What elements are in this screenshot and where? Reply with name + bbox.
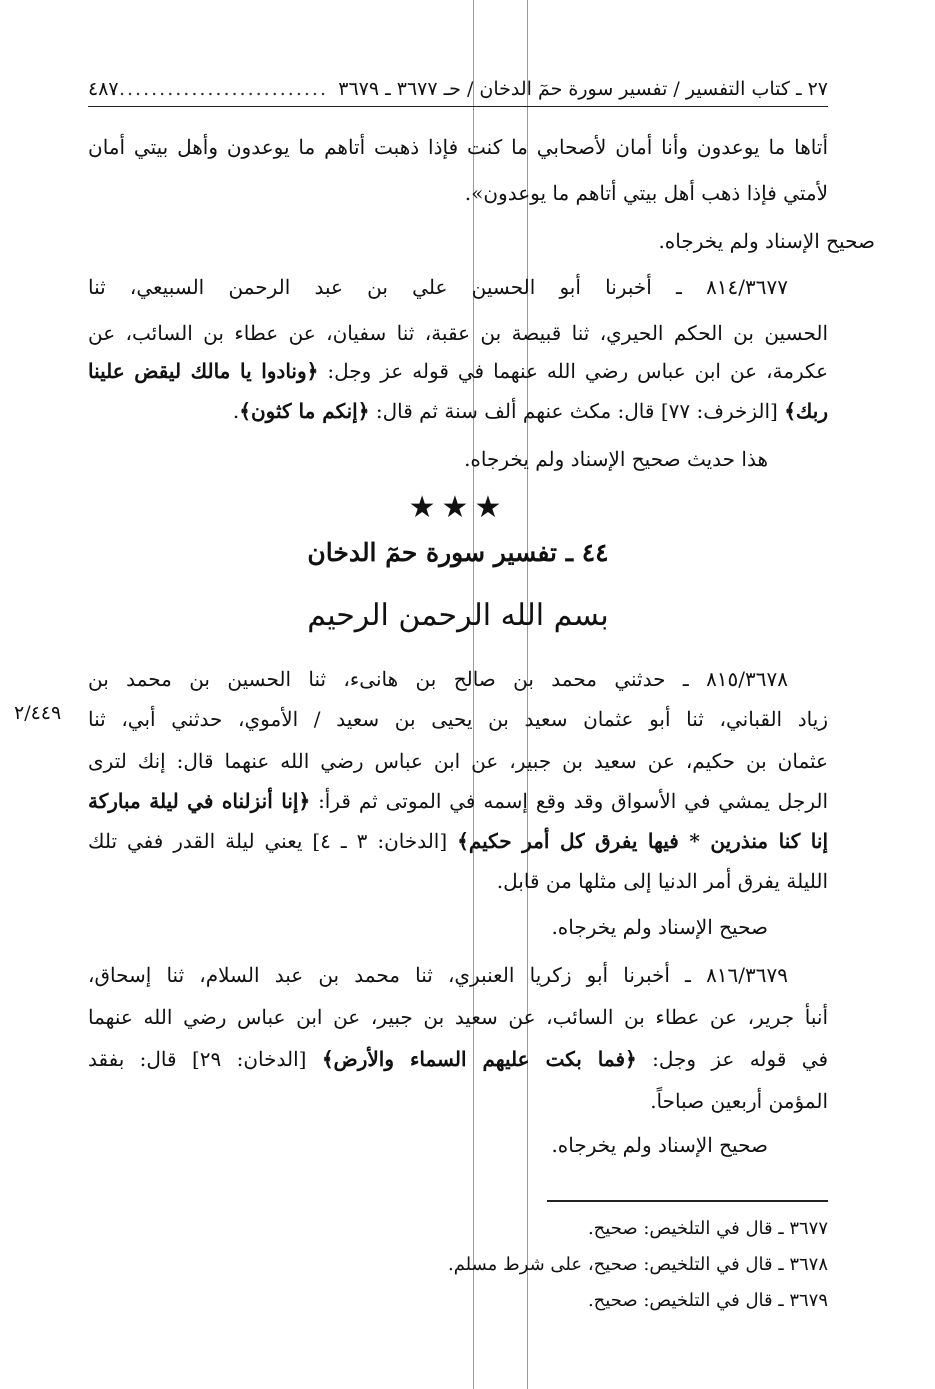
hadith-3679-line (88, 1044, 828, 1074)
quran-verse: إنا كنا منذرين * فيها يفرق كل أمر حكيم﴾ (457, 829, 829, 853)
verdict-line: هذا حديث صحيح الإسناد ولم يخرجاه. (464, 447, 768, 471)
text-span: الرجل يمشي في الأسواق وقد وقع إسمه في الموتى ثم قرأ: (310, 789, 829, 813)
hadith-3677-line (88, 356, 828, 386)
text-span: [الزخرف: ٧٧] قال: مكث عنهم ألف سنة ثم قال: (369, 399, 785, 423)
footnote: ٣٦٧٧ ـ قال في التلخيص: صحيح. (587, 1218, 828, 1239)
hadith-3678-line: زياد القباني، ثنا أبو عثمان سعيد بن يحيى بن سعيد / الأموي، حدثني أبي، ثنا (88, 707, 828, 731)
footnote: ٣٦٧٨ ـ قال في التلخيص: صحيح، على شرط مسلم. (447, 1254, 828, 1275)
section-divider-stars: ★★★ (408, 490, 508, 525)
hadith-3678-line: ٨١٥/٣٦٧٨ ـ حدثني محمد بن صالح بن هانىء، ثنا الحسين بن محمد بن (88, 667, 788, 691)
text-span: [الدخان: ٢٩] قال: بفقد (88, 1047, 322, 1071)
hadith-3679-line: المؤمن أربعين صباحاً. (650, 1089, 828, 1113)
footnote: ٣٦٧٩ ـ قال في التلخيص: صحيح. (587, 1290, 828, 1311)
text-line: أتاها ما يوعدون وأنا أمان لأصحابي ما كنت فإذا ذهبت أتاهم ما يوعدون وأهل بيتي أمان (88, 135, 828, 159)
text-span: في قوله عز وجل: (636, 1047, 828, 1071)
quran-verse: ﴿فما بكت عليهم السماء والأرض﴾ (321, 1047, 637, 1071)
scan-guide-line-left (473, 0, 474, 1389)
chapter-title: ٤٤ ـ تفسير سورة حمٓ الدخان (307, 538, 609, 567)
hadith-3677-line: الحسين بن الحكم الحيري، ثنا قبيصة بن عقبة، ثنا سفيان، عن عطاء بن السائب، عن (88, 321, 828, 345)
basmala: بسم الله الرحمن الرحيم (307, 598, 609, 633)
quran-verse: ربك﴾ (784, 399, 828, 423)
footnote-separator (547, 1200, 828, 1202)
hadith-3678-line: عثمان بن حكيم، عن سعيد بن جبير، عن ابن عباس رضي الله عنهما قال: إنك لترى (88, 749, 828, 773)
margin-volume-page-note: ٢/٤٤٩ (14, 702, 62, 724)
verdict-line: صحيح الإسناد ولم يخرجاه. (551, 1133, 768, 1157)
scan-guide-line-right (527, 0, 528, 1389)
text-span: عكرمة، عن ابن عباس رضي الله عنهما في قوله عز وجل: (318, 359, 829, 383)
text-span: [الدخان: ٣ ـ ٤] يعني ليلة القدر ففي تلك (88, 829, 458, 853)
page-number: ٤٨٧ (88, 78, 119, 100)
quran-verse: ﴿إنكم ما كثون﴾ (239, 399, 370, 423)
text-line: لأمتي فإذا ذهب أهل بيتي أتاهم ما يوعدون». (464, 181, 828, 205)
hadith-3679-line: ٨١٦/٣٦٧٩ ـ أخبرنا أبو زكريا العنبري، ثنا محمد بن عبد السلام، ثنا إسحاق، (88, 963, 788, 987)
hadith-3677-line: ٨١٤/٣٦٧٧ ـ أخبرنا أبو الحسين علي بن عبد الرحمن السبيعي، ثنا (88, 275, 788, 299)
hadith-3678-line (88, 826, 828, 856)
verdict-line: صحيح الإسناد ولم يخرجاه. (551, 915, 768, 939)
hadith-3679-line: أنبأ جرير، عن عطاء بن السائب، عن سعيد بن جبير، عن ابن عباس رضي الله عنهما (88, 1005, 828, 1029)
hadith-3677-line (88, 396, 828, 426)
verdict-line: صحيح الإسناد ولم يخرجاه. (658, 229, 875, 253)
quran-verse: ﴿إنا أنزلناه في ليلة مباركة (88, 789, 311, 813)
text-span: . (232, 399, 240, 423)
hadith-3678-line (88, 786, 828, 816)
header-title: ٢٧ ـ كتاب التفسير / تفسير سورة حمٓ الدخان / حـ ٣٦٧٧ ـ ٣٦٧٩ (338, 78, 828, 100)
quran-verse: ﴿ونادوا يا مالك ليقض علينا (88, 359, 319, 383)
header-leader-dots: ........................... (110, 78, 328, 100)
hadith-3678-line: الليلة يفرق أمر الدنيا إلى مثلها من قابل. (496, 869, 828, 893)
running-header (88, 74, 828, 107)
